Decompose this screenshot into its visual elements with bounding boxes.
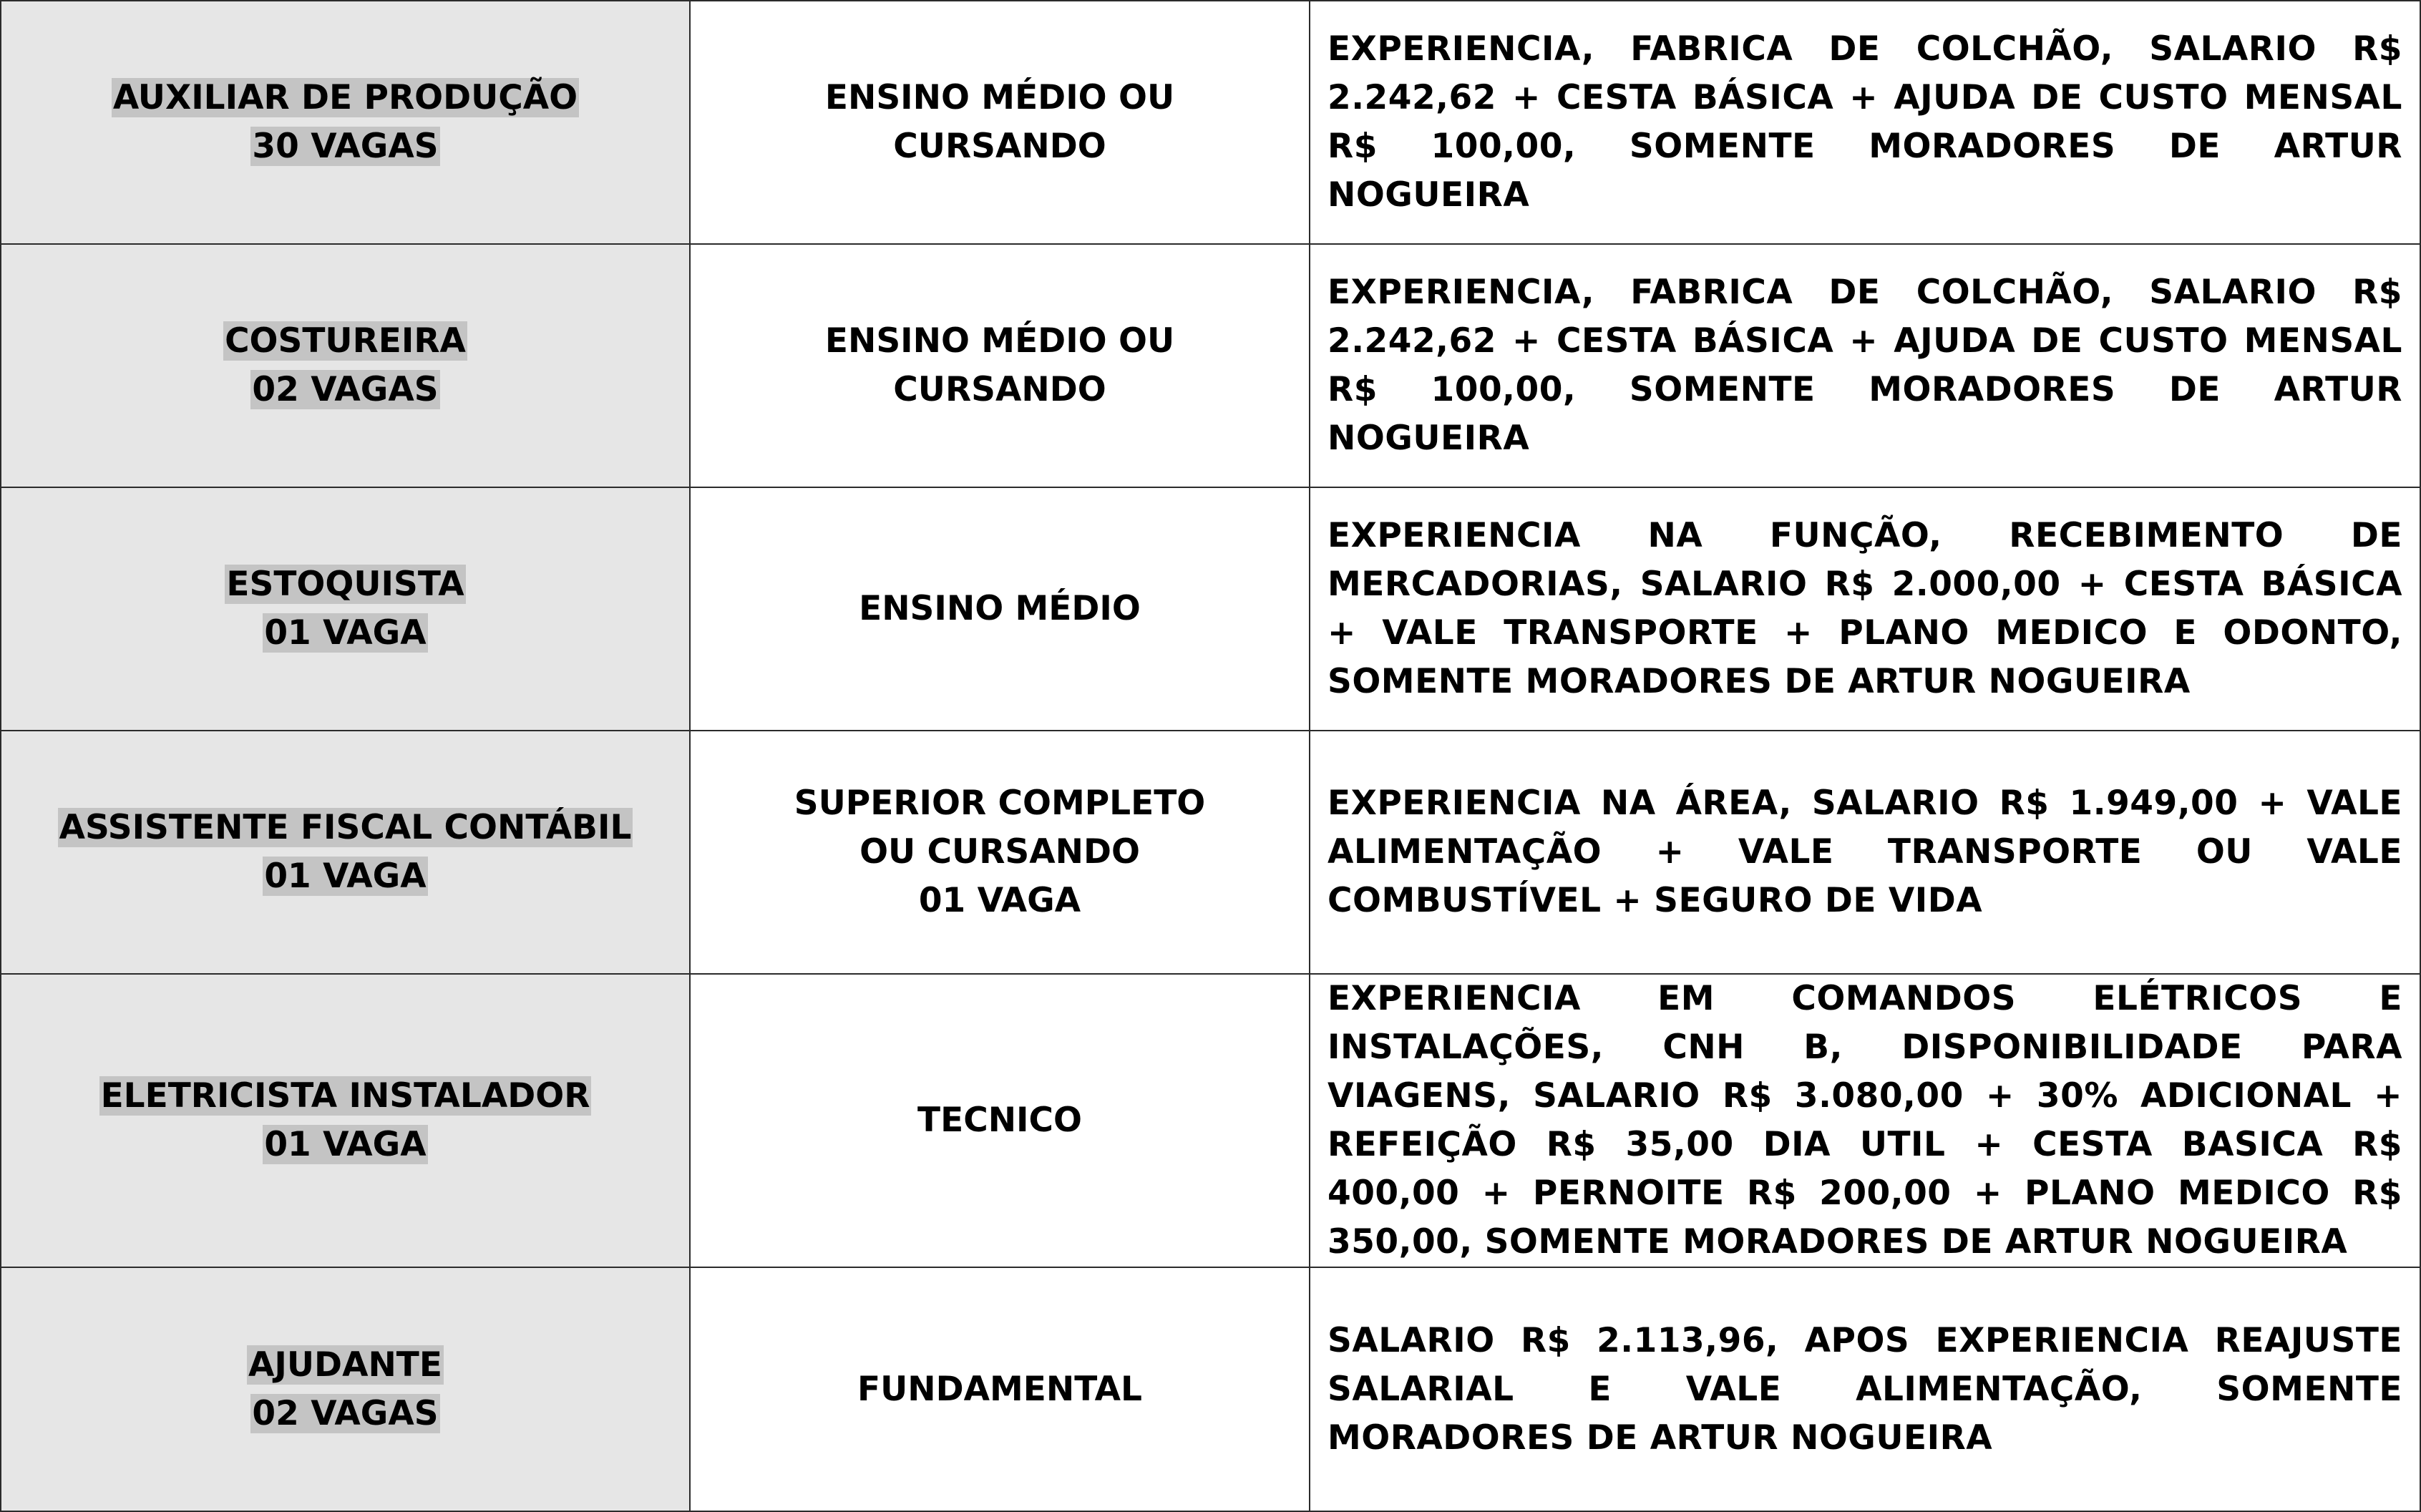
table-row (1, 974, 2420, 1267)
education-line: SUPERIOR COMPLETO (794, 784, 1206, 823)
role-cell (1, 487, 690, 731)
vacancy-count: 02 VAGAS (252, 1393, 439, 1433)
description-cell (1310, 1267, 2420, 1511)
role-cell (1, 1267, 690, 1511)
description-cell (1310, 731, 2420, 974)
table-row (1, 1, 2420, 244)
education-line: ENSINO MÉDIO OU (824, 321, 1175, 361)
role-cell (1, 1, 690, 244)
education-line: FUNDAMENTAL (857, 1369, 1142, 1409)
education-cell (690, 487, 1310, 731)
vacancy-count: 01 VAGA (264, 613, 427, 653)
job-description: SALARIO R$ 2.113,96, APOS EXPERIENCIA REAJUSTE SALARIAL E VALE ALIMENTAÇÃO, SOMENTE MORADORES DE ARTUR NOGUEIRA (1328, 1320, 2402, 1458)
role-title: ASSISTENTE FISCAL CONTÁBIL (59, 808, 632, 847)
table-row (1, 487, 2420, 731)
education-line: ENSINO MÉDIO OU (824, 78, 1175, 117)
description-cell (1310, 974, 2420, 1267)
table-row (1, 731, 2420, 974)
education-cell (690, 244, 1310, 487)
role-title: AJUDANTE (248, 1345, 442, 1385)
education-cell (690, 1, 1310, 244)
vacancy-count: 01 VAGA (264, 857, 427, 896)
education-line: OU CURSANDO (859, 832, 1140, 872)
vacancy-count: 02 VAGAS (252, 370, 439, 409)
education-cell (690, 1267, 1310, 1511)
job-description: EXPERIENCIA NA ÁREA, SALARIO R$ 1.949,00 + VALE ALIMENTAÇÃO + VALE TRANSPORTE OU VALE COMBUSTÍVEL + SEGURO DE VIDA (1328, 784, 2402, 920)
education-line: CURSANDO (893, 370, 1106, 409)
education-line: ENSINO MÉDIO (859, 589, 1141, 628)
role-title: COSTUREIRA (225, 321, 466, 361)
vacancy-count: 01 VAGA (264, 1125, 427, 1164)
role-cell (1, 974, 690, 1267)
description-cell (1310, 487, 2420, 731)
role-title: ELETRICISTA INSTALADOR (100, 1076, 590, 1116)
vacancy-count: 30 VAGAS (252, 127, 439, 166)
description-cell (1310, 244, 2420, 487)
job-description: EXPERIENCIA NA FUNÇÃO, RECEBIMENTO DE MERCADORIAS, SALARIO R$ 2.000,00 + CESTA BÁSICA + VALE TRANSPORTE + PLANO MEDICO E ODONTO, SOMENTE MORADORES DE ARTUR NOGUEIRA (1328, 516, 2402, 701)
role-title: AUXILIAR DE PRODUÇÃO (112, 78, 578, 117)
table-row (1, 244, 2420, 487)
job-description: EXPERIENCIA, FABRICA DE COLCHÃO, SALARIO R$ 2.242,62 + CESTA BÁSICA + AJUDA DE CUSTO MENSAL R$ 100,00, SOMENTE MORADORES DE ARTUR NOGUEIRA (1328, 29, 2402, 215)
education-line: CURSANDO (893, 127, 1106, 166)
job-description: EXPERIENCIA EM COMANDOS ELÉTRICOS E INSTALAÇÕES, CNH B, DISPONIBILIDADE PARA VIAGENS, SALARIO R$ 3.080,00 + 30% ADICIONAL + REFEIÇÃO R$ 35,00 DIA UTIL + CESTA BASICA R$ 400,00 + PERNOITE R$ 200,00 + PLANO MEDICO R$ 350,00, SOMENTE MORADORES DE ARTUR NOGUEIRA (1328, 979, 2402, 1262)
role-cell (1, 731, 690, 974)
education-line: TECNICO (917, 1101, 1082, 1140)
table-row (1, 1267, 2420, 1511)
description-cell (1310, 1, 2420, 244)
education-line: 01 VAGA (918, 881, 1081, 920)
role-cell (1, 244, 690, 487)
education-cell (690, 731, 1310, 974)
job-description: EXPERIENCIA, FABRICA DE COLCHÃO, SALARIO R$ 2.242,62 + CESTA BÁSICA + AJUDA DE CUSTO MENSAL R$ 100,00, SOMENTE MORADORES DE ARTUR NOGUEIRA (1328, 273, 2402, 458)
education-cell (690, 974, 1310, 1267)
role-title: ESTOQUISTA (226, 565, 464, 604)
